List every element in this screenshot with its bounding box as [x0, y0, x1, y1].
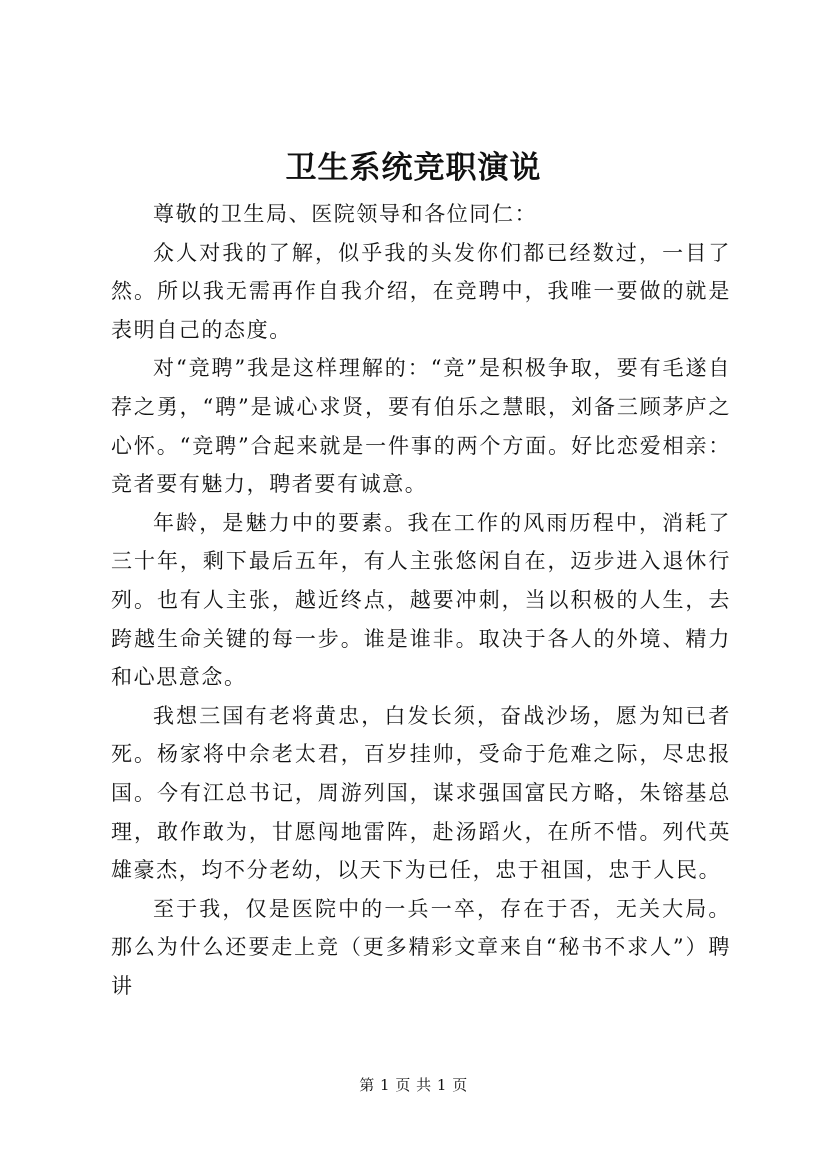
document-title: 卫生系统竞职演说 [285, 150, 542, 186]
document-body [111, 195, 731, 1005]
body-paragraph: 众人对我的了解，似乎我的头发你们都已经数过，一目了然。所以我无需再作自我介绍，在竞聘中，我唯一要做的就是表明自己的态度。 [111, 240, 731, 342]
body-paragraph: 对“竞聘”我是这样理解的：“竞”是积极争取，要有毛遂自荐之勇，“聘”是诚心求贤，要有伯乐之慧眼，刘备三顾茅庐之心怀。“竞聘”合起来就是一件事的两个方面。好比恋爱相亲：竞者要有魅力，聘者要有诚意。 [111, 356, 731, 497]
salutation-paragraph: 尊敬的卫生局、医院领导和各位同仁： [153, 202, 538, 226]
page-number-footer: 第 1 页 共 1 页 [359, 1076, 468, 1094]
body-paragraph: 至于我，仅是医院中的一兵一卒，存在于否，无关大局。那么为什么还要走上竞（更多精彩文章来自“秘书不求人”）聘讲 [111, 896, 731, 998]
body-paragraph: 我想三国有老将黄忠，白发长须，奋战沙场，愿为知已者死。杨家将中佘老太君，百岁挂帅，受命于危难之际，尽忠报国。今有江总书记，周游列国，谋求强国富民方略，朱镕基总理，敢作敢为，甘愿闯地雷阵，赴汤蹈火，在所不惜。列代英雄豪杰，均不分老幼，以天下为已任，忠于祖国，忠于人民。 [111, 703, 731, 883]
body-paragraph: 年龄，是魅力中的要素。我在工作的风雨历程中，消耗了三十年，剩下最后五年，有人主张悠闲自在，迈步进入退休行列。也有人主张，越近终点，越要冲刺，当以积极的人生，去跨越生命关键的每一步。谁是谁非。取决于各人的外境、精力和心思意念。 [111, 510, 731, 690]
